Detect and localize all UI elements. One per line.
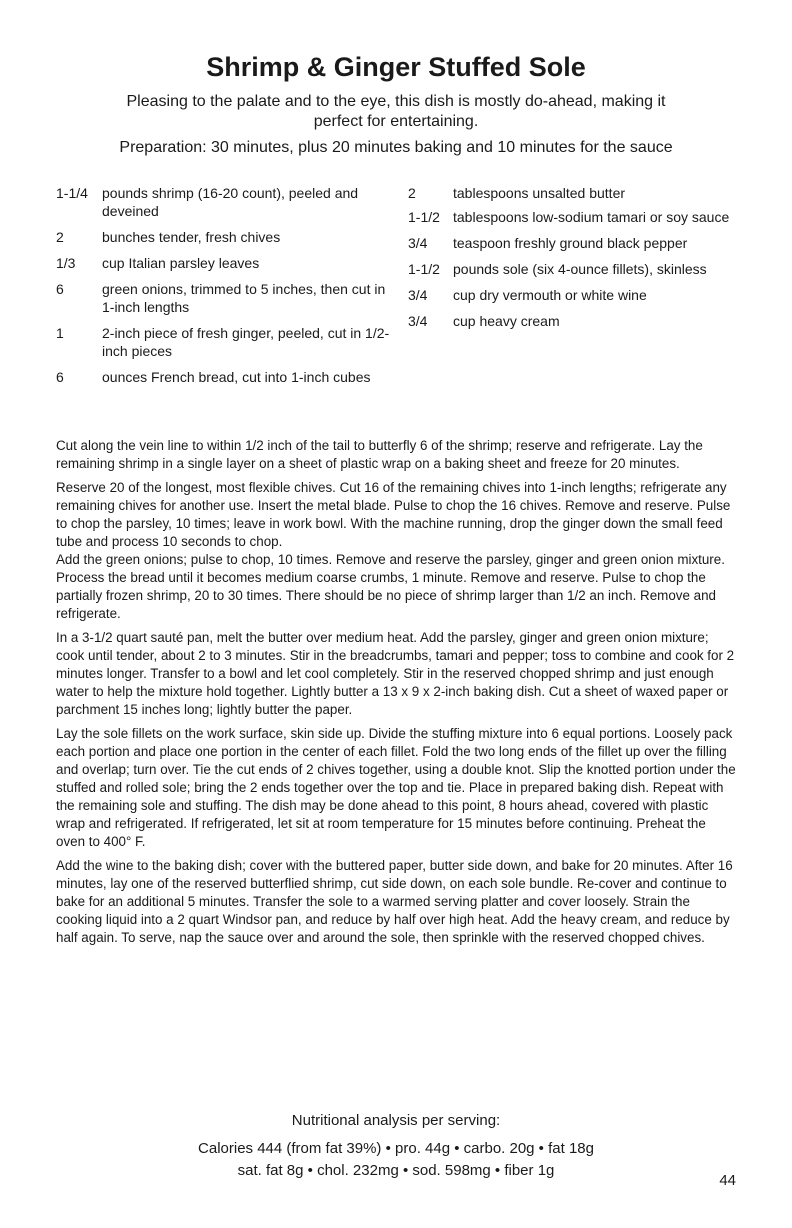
ingredient-quantity: 1-1/2	[408, 261, 440, 277]
ingredient-quantity: 2	[56, 229, 64, 245]
ingredient-quantity: 1/3	[56, 255, 76, 271]
ingredient-item	[56, 324, 396, 360]
ingredient-description: cup heavy cream	[453, 313, 560, 329]
ingredient-description: cup dry vermouth or white wine	[453, 287, 647, 303]
instruction-paragraph: In a 3-1/2 quart sauté pan, melt the butter over medium heat. Add the parsley, ginger and green onion mixture; cook until tender, about 2 to 3 minutes. Stir in the breadcrumbs, tamari and pepper; toss to combine and cook for 2 minutes longer. Transfer to a bowl and let cool completely. Stir in the reserved chopped shrimp and just enough water to help the mixture hold together. Lightly butter a 13 x 9 x 2-inch baking dish. Cut a sheet of waxed paper or parchment 15 inches long; lightly butter the paper.	[56, 630, 735, 717]
preparation-time: Preparation: 30 minutes, plus 20 minutes baking and 10 minutes for the sauce	[119, 139, 673, 156]
ingredient-item	[408, 260, 748, 278]
ingredient-item	[408, 312, 748, 330]
ingredient-item	[408, 234, 748, 252]
ingredient-item	[408, 286, 748, 304]
ingredient-quantity: 3/4	[408, 287, 428, 303]
ingredient-description: pounds shrimp (16-20 count), peeled and deveined	[102, 185, 359, 219]
ingredient-item	[56, 368, 396, 386]
ingredient-quantity: 1-1/4	[56, 185, 88, 201]
page-number: 44	[719, 1172, 736, 1189]
instructions	[56, 437, 738, 953]
ingredient-quantity: 3/4	[408, 313, 428, 329]
ingredients-left-column	[56, 184, 396, 394]
ingredient-item	[56, 280, 396, 316]
instruction-paragraph: Add the wine to the baking dish; cover with the buttered paper, butter side down, and bake for 20 minutes. After 16 minutes, lay one of the reserved butterflied shrimp, cut side down, on each sole bundle. Re-cover and continue to bake for an additional 5 minutes. Transfer the sole to a warmed serving platter and cover loosely. Strain the cooking liquid into a 2 quart Windsor pan, and reduce by half over high heat. Add the heavy cream, and reduce by half again. To serve, nap the sauce over and around the sole, then sprinkle with the reserved chopped chives.	[56, 858, 733, 945]
nutrition-line: Calories 444 (from fat 39%) • pro. 44g • carbo. 20g • fat 18g	[198, 1140, 594, 1157]
ingredient-quantity: 6	[56, 281, 64, 297]
ingredient-description: tablespoons unsalted butter	[453, 185, 626, 201]
ingredient-description: cup Italian parsley leaves	[102, 255, 260, 271]
instruction-paragraph: Add the green onions; pulse to chop, 10 times. Remove and reserve the parsley, ginger and green onion mixture. Process the bread until it becomes medium coarse crumbs, 1 minute. Remove and reserve. Pulse to chop the partially frozen shrimp, 20 to 30 times. There should be no piece of shrimp larger than 1/2 an inch. Remove and refrigerate.	[56, 552, 725, 621]
instruction-paragraph: Lay the sole fillets on the work surface, skin side up. Divide the stuffing mixture into 6 equal portions. Loosely pack each portion and place one portion in the center of each fillet. Fold the two long ends of the fillet up over the filling and overlap; turn over. Tie the cut ends of 2 chives together, using a double knot. Slip the knotted portion under the stuffed and rolled sole; bring the 2 ends together over the top and tie. Place in prepared baking dish. Repeat with the remaining sole and stuffing. The dish may be done ahead to this point, 8 hours ahead, covered with plastic wrap and refrigerated. If refrigerated, let sit at room temperature for 15 minutes before continuing. Preheat the oven to 400° F.	[56, 726, 736, 849]
ingredient-item	[408, 184, 748, 202]
ingredient-item	[56, 228, 396, 246]
ingredient-description: 2-inch piece of fresh ginger, peeled, cut in 1/2-inch pieces	[102, 325, 390, 359]
instruction-paragraph: Cut along the vein line to within 1/2 inch of the tail to butterfly 6 of the shrimp; reserve and refrigerate. Lay the remaining shrimp in a single layer on a sheet of plastic wrap on a baking sheet and freeze for 20 minutes.	[56, 438, 703, 471]
ingredient-item	[408, 208, 748, 226]
ingredient-description: bunches tender, fresh chives	[102, 229, 281, 245]
instruction-paragraph: Reserve 20 of the longest, most flexible chives. Cut 16 of the remaining chives into 1-inch lengths; refrigerate any remaining chives for another use. Insert the metal blade. Pulse to chop the 16 chives. Remove and reserve. Pulse to chop the parsley, 10 times; leave in work bowl. With the machine running, drop the ginger down the small feed tube and process 10 seconds to chop.	[56, 480, 731, 549]
ingredient-quantity: 1-1/2	[408, 209, 440, 225]
ingredient-description: pounds sole (six 4-ounce fillets), skinless	[453, 261, 707, 277]
nutrition-heading: Nutritional analysis per serving:	[291, 1112, 501, 1129]
ingredient-quantity: 6	[56, 369, 64, 385]
ingredient-description: teaspoon freshly ground black pepper	[453, 235, 688, 251]
recipe-subtitle: Pleasing to the palate and to the eye, this dish is mostly do-ahead, making it perfect for entertaining.	[126, 93, 666, 130]
ingredient-quantity: 2	[408, 185, 416, 201]
ingredients-right-column	[408, 184, 748, 338]
nutrition-line: sat. fat 8g • chol. 232mg • sod. 598mg • fiber 1g	[237, 1162, 555, 1179]
nutrition-info	[100, 1110, 692, 1182]
recipe-title: Shrimp & Ginger Stuffed Sole	[206, 52, 586, 82]
ingredient-description: ounces French bread, cut into 1-inch cubes	[102, 369, 371, 385]
ingredient-description: green onions, trimmed to 5 inches, then cut in 1-inch lengths	[102, 281, 386, 315]
ingredient-item	[56, 184, 396, 220]
ingredient-description: tablespoons low-sodium tamari or soy sauce	[453, 209, 730, 225]
ingredient-item	[56, 254, 396, 272]
ingredient-quantity: 3/4	[408, 235, 428, 251]
ingredient-quantity: 1	[56, 325, 64, 341]
